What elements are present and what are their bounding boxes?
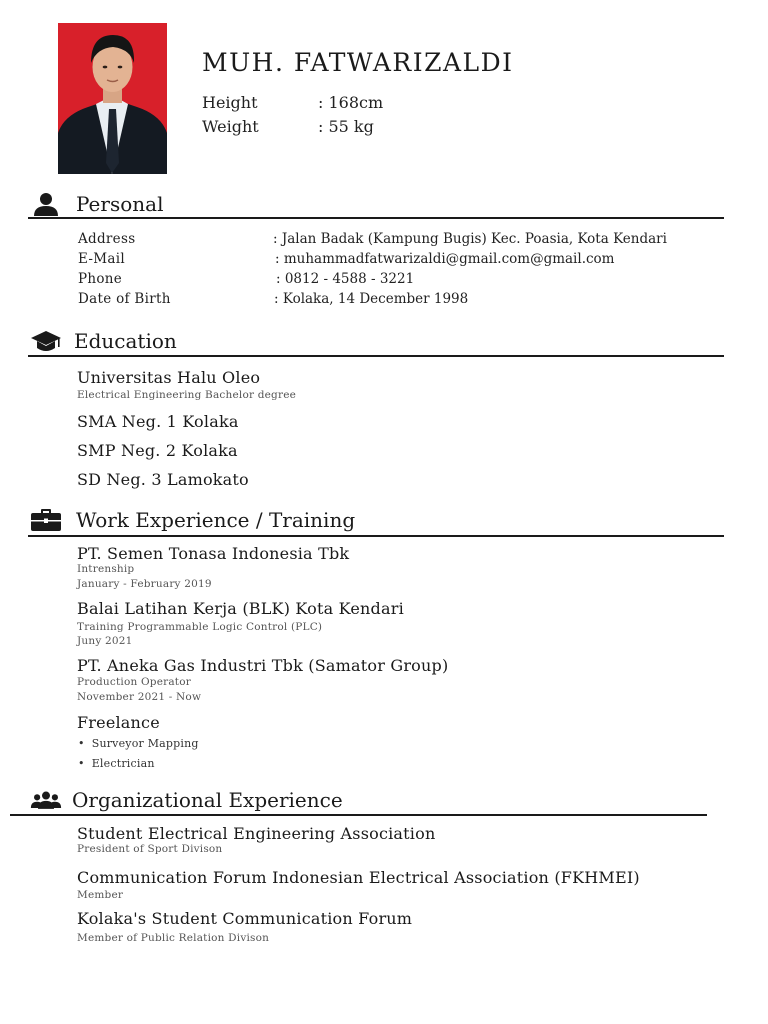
- organization-title: Organizational Experience: [72, 788, 343, 812]
- org-item-3-name: Kolaka's Student Communication Forum: [77, 909, 413, 928]
- person-icon: [30, 192, 62, 216]
- work-divider: [28, 535, 724, 537]
- weight-label: Weight: [202, 117, 259, 136]
- email-value: : muhammadfatwarizaldi@gmail.com@gmail.com: [275, 251, 615, 267]
- personal-divider: [28, 217, 724, 219]
- org-item-2-role: Member: [77, 889, 124, 901]
- address-label: Address: [78, 231, 136, 247]
- org-item-1-name: Student Electrical Engineering Association: [77, 824, 436, 843]
- freelance-bullet-1: • Surveyor Mapping: [78, 737, 199, 750]
- group-icon: [30, 788, 62, 812]
- education-item-smp: SMP Neg. 2 Kolaka: [77, 441, 238, 460]
- work-item-2-company: Balai Latihan Kerja (BLK) Kota Kendari: [77, 599, 404, 618]
- work-item-1-date: January - February 2019: [77, 578, 212, 590]
- work-item-1-company: PT. Semen Tonasa Indonesia Tbk: [77, 544, 350, 563]
- personal-section-header: [30, 192, 163, 216]
- full-name: MUH. FATWARIZALDI: [202, 48, 514, 77]
- org-item-3-role: Member of Public Relation Divison: [77, 932, 270, 944]
- education-item-sd: SD Neg. 3 Lamokato: [77, 470, 249, 489]
- work-title: Work Experience / Training: [76, 508, 356, 532]
- organization-section-header: [30, 788, 343, 812]
- education-title: Education: [74, 329, 177, 353]
- phone-value: : 0812 - 4588 - 3221: [276, 271, 415, 287]
- work-item-1-role: Intrenship: [77, 563, 135, 575]
- phone-label: Phone: [78, 271, 123, 287]
- graduation-cap-icon: [30, 329, 62, 353]
- dob-label: Date of Birth: [78, 291, 171, 307]
- height-value: : 168cm: [318, 93, 384, 112]
- profile-photo: [58, 23, 167, 174]
- freelance-title: Freelance: [77, 713, 160, 732]
- work-section-header: [30, 508, 355, 532]
- work-item-2-date: Juny 2021: [77, 635, 133, 647]
- work-item-3-date: November 2021 - Now: [77, 691, 202, 703]
- education-item-university-detail: Electrical Engineering Bachelor degree: [77, 389, 297, 401]
- education-divider: [28, 355, 724, 357]
- personal-title: Personal: [76, 192, 164, 216]
- work-item-3-company: PT. Aneka Gas Industri Tbk (Samator Group): [77, 656, 449, 675]
- freelance-bullet-2: • Electrician: [78, 757, 155, 770]
- portrait-illustration: [58, 23, 167, 174]
- height-label: Height: [202, 93, 258, 112]
- education-item-university: Universitas Halu Oleo: [77, 368, 261, 387]
- work-item-2-role: Training Programmable Logic Control (PLC): [77, 621, 323, 633]
- organization-divider: [10, 814, 707, 816]
- education-item-sma: SMA Neg. 1 Kolaka: [77, 412, 239, 431]
- org-item-1-role: President of Sport Divison: [77, 843, 223, 855]
- education-section-header: [30, 329, 177, 353]
- work-item-3-role: Production Operator: [77, 676, 191, 688]
- org-item-2-name: Communication Forum Indonesian Electrical Association (FKHMEI): [77, 868, 640, 887]
- dob-value: : Kolaka, 14 December 1998: [274, 291, 469, 307]
- weight-value: : 55 kg: [318, 117, 374, 136]
- email-label: E-Mail: [78, 251, 125, 267]
- briefcase-icon: [30, 508, 62, 532]
- address-value: : Jalan Badak (Kampung Bugis) Kec. Poasia, Kota Kendari: [273, 231, 667, 247]
